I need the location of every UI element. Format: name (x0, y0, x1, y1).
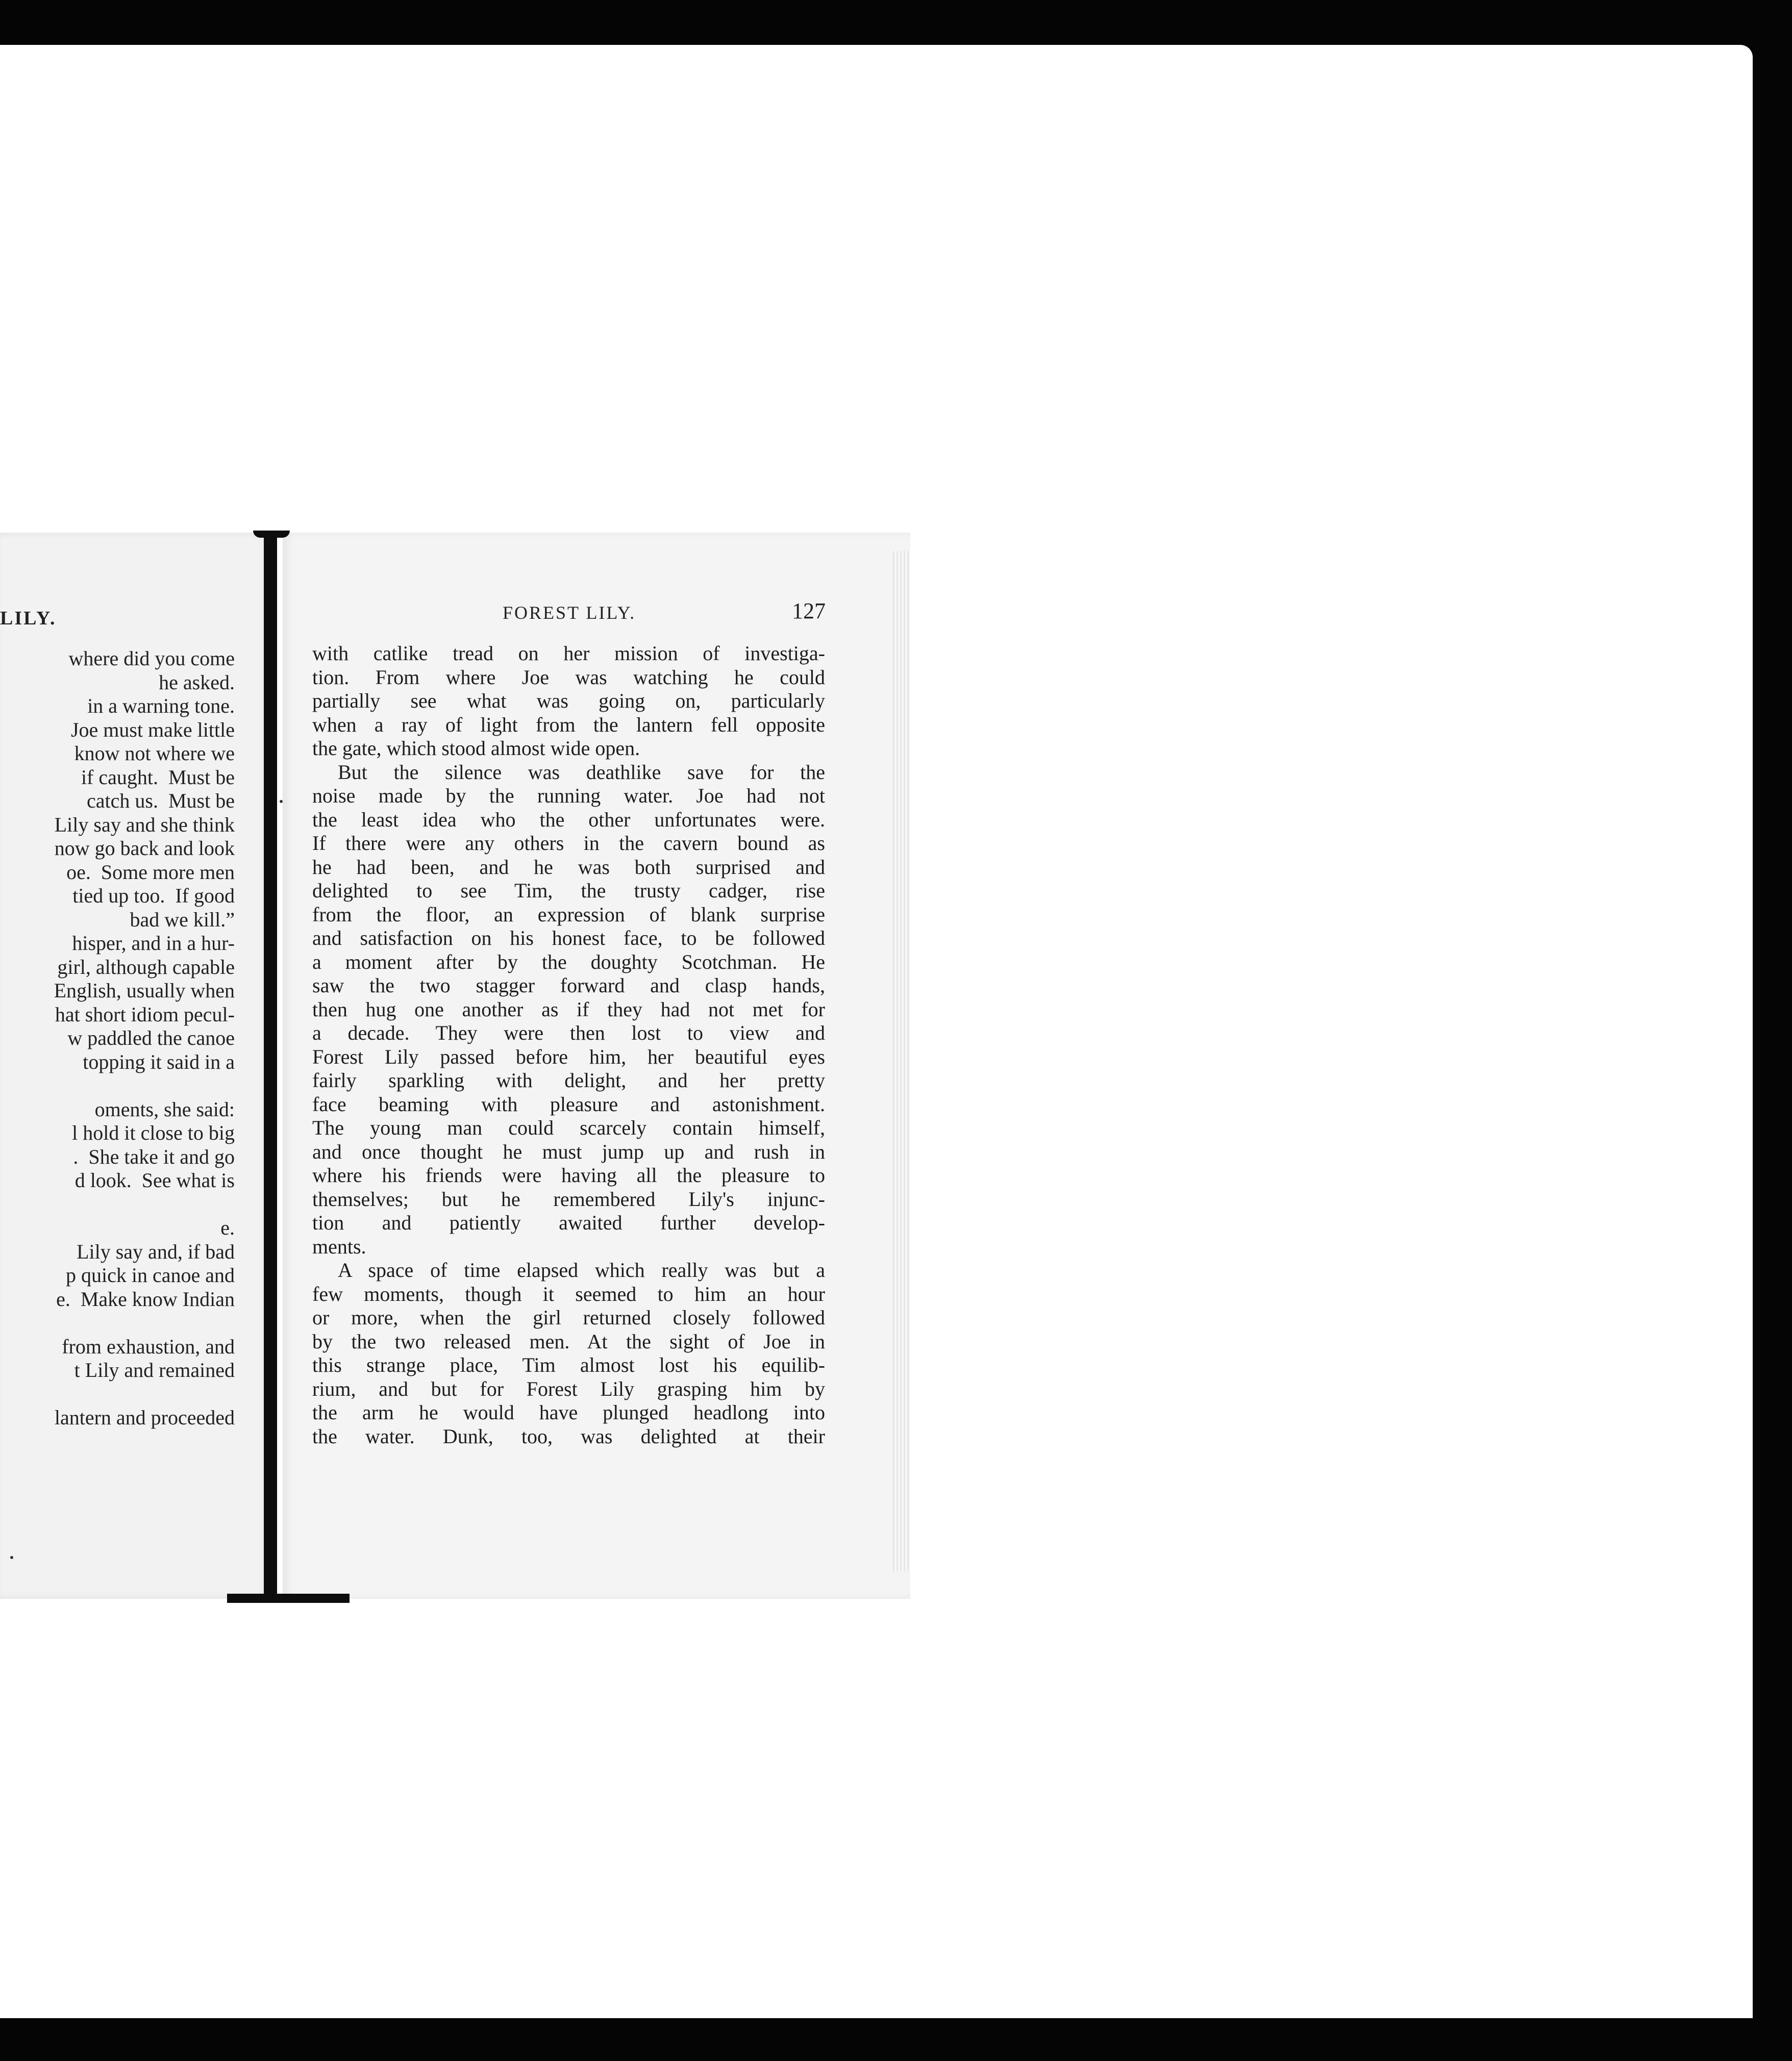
text-line: tied up too. If good (72, 884, 235, 907)
text-line: l hold it close to big (72, 1121, 235, 1144)
text-line: fairly sparkling with delight, and her pretty (312, 1069, 825, 1092)
text-line: tion. From where Joe was watching he could (312, 665, 825, 689)
text-line: e. Make know Indian (56, 1287, 235, 1311)
text-line: p quick in canoe and (66, 1264, 235, 1287)
left-page-body (54, 647, 235, 1430)
text-line: t Lily and remained (74, 1359, 235, 1381)
text-line: ments. (312, 1235, 366, 1258)
text-line: If there were any others in the cavern bound as (312, 832, 825, 854)
left-page-running-head: LILY. (0, 608, 57, 629)
text-line: rium, and but for Forest Lily grasping him by (312, 1377, 825, 1400)
text-line: and once thought he must jump up and rush in (312, 1140, 825, 1163)
text-line: Lily say and she think (54, 813, 235, 836)
text-line: the water. Dunk, too, was delighted at their (312, 1424, 825, 1448)
text-line: tion and patiently awaited further develop- (312, 1211, 825, 1234)
text-line: Lily say and, if bad (77, 1240, 235, 1263)
text-line: e. (220, 1216, 235, 1239)
text-line: a decade. They were then lost to view and (312, 1021, 825, 1044)
text-line: noise made by the running water. Joe had not (312, 784, 825, 807)
text-line: by the two released men. At the sight of Joe in (312, 1329, 825, 1353)
text-line: face beaming with pleasure and astonishment. (312, 1092, 825, 1116)
text-line: the least idea who the other unfortunates were. (312, 808, 825, 831)
film-border-right (1753, 0, 1792, 2061)
text-line: where did you come (68, 647, 235, 670)
text-line: from the floor, an expression of blank surprise (312, 902, 825, 926)
text-line: bad we kill.” (130, 908, 235, 931)
text-line: themselves; but he remembered Lily's injunc- (312, 1187, 825, 1211)
text-line: where his friends were having all the pleasure to (312, 1164, 825, 1187)
text-line: know not where we (74, 742, 235, 765)
text-line (54, 1311, 235, 1335)
text-line: saw the two stagger forward and clasp hands, (312, 974, 825, 997)
film-border-bottom (0, 2018, 1792, 2061)
text-line (54, 1074, 235, 1098)
text-line: . She take it and go (73, 1145, 235, 1168)
text-line: from exhaustion, and (62, 1335, 235, 1358)
text-line: with catlike tread on her mission of investiga- (312, 642, 825, 665)
text-line: or more, when the girl returned closely followed (312, 1306, 825, 1329)
text-line: if caught. Must be (81, 765, 235, 789)
text-line: oments, she said: (94, 1097, 235, 1121)
text-line: when a ray of light from the lantern fell opposite (312, 713, 825, 736)
text-line: a moment after by the doughty Scotchman. He (312, 950, 825, 973)
speck-mark (280, 800, 283, 803)
text-line: Forest Lily passed before him, her beautiful eyes (312, 1045, 825, 1068)
right-page-running-head: FOREST LILY. (503, 602, 636, 623)
text-line: hat short idiom pecul- (55, 1002, 235, 1026)
text-line: few moments, though it seemed to him an hour (312, 1282, 825, 1305)
text-line: hisper, and in a hur- (72, 932, 235, 954)
text-line: the gate, which stood almost wide open. (312, 737, 640, 760)
text-line: English, usually when (54, 979, 235, 1002)
text-line: partially see what was going on, particularly (312, 689, 825, 712)
text-line: delighted to see Tim, the trusty cadger, rise (312, 879, 825, 902)
text-line: this strange place, Tim almost lost his equilib- (312, 1353, 825, 1376)
text-line: he had been, and he was both surprised and (312, 855, 825, 878)
gutter-bracket (264, 534, 277, 1595)
text-line: and satisfaction on his honest face, to be followed (312, 926, 825, 949)
page-number: 127 (792, 598, 826, 623)
film-border-top (0, 0, 1792, 45)
text-line (54, 1383, 235, 1406)
right-page-body (312, 642, 825, 1448)
speck-mark (10, 1556, 13, 1559)
text-line: topping it said in a (83, 1050, 235, 1073)
text-line: oe. Some more men (66, 860, 235, 884)
text-line: The young man could scarcely contain himself, (312, 1116, 825, 1139)
text-line: A space of time elapsed which really was but a (338, 1259, 825, 1281)
text-line: d look. See what is (74, 1169, 235, 1192)
text-line: w paddled the canoe (67, 1026, 235, 1049)
page-edges (893, 551, 910, 1571)
text-line: he asked. (159, 670, 235, 694)
text-line: then hug one another as if they had not met for (312, 997, 825, 1021)
text-line: girl, although capable (57, 955, 235, 978)
text-line: in a warning tone. (87, 694, 235, 717)
text-line: now go back and look (54, 837, 235, 860)
text-line: lantern and proceeded (54, 1406, 235, 1429)
text-line: catch us. Must be (87, 789, 235, 812)
text-line: But the silence was deathlike save for the (338, 760, 825, 784)
text-line (54, 1193, 235, 1217)
text-line: Joe must make little (70, 718, 235, 741)
text-line: the arm he would have plunged headlong into (312, 1401, 825, 1424)
gutter-bracket-bottom (227, 1594, 350, 1603)
